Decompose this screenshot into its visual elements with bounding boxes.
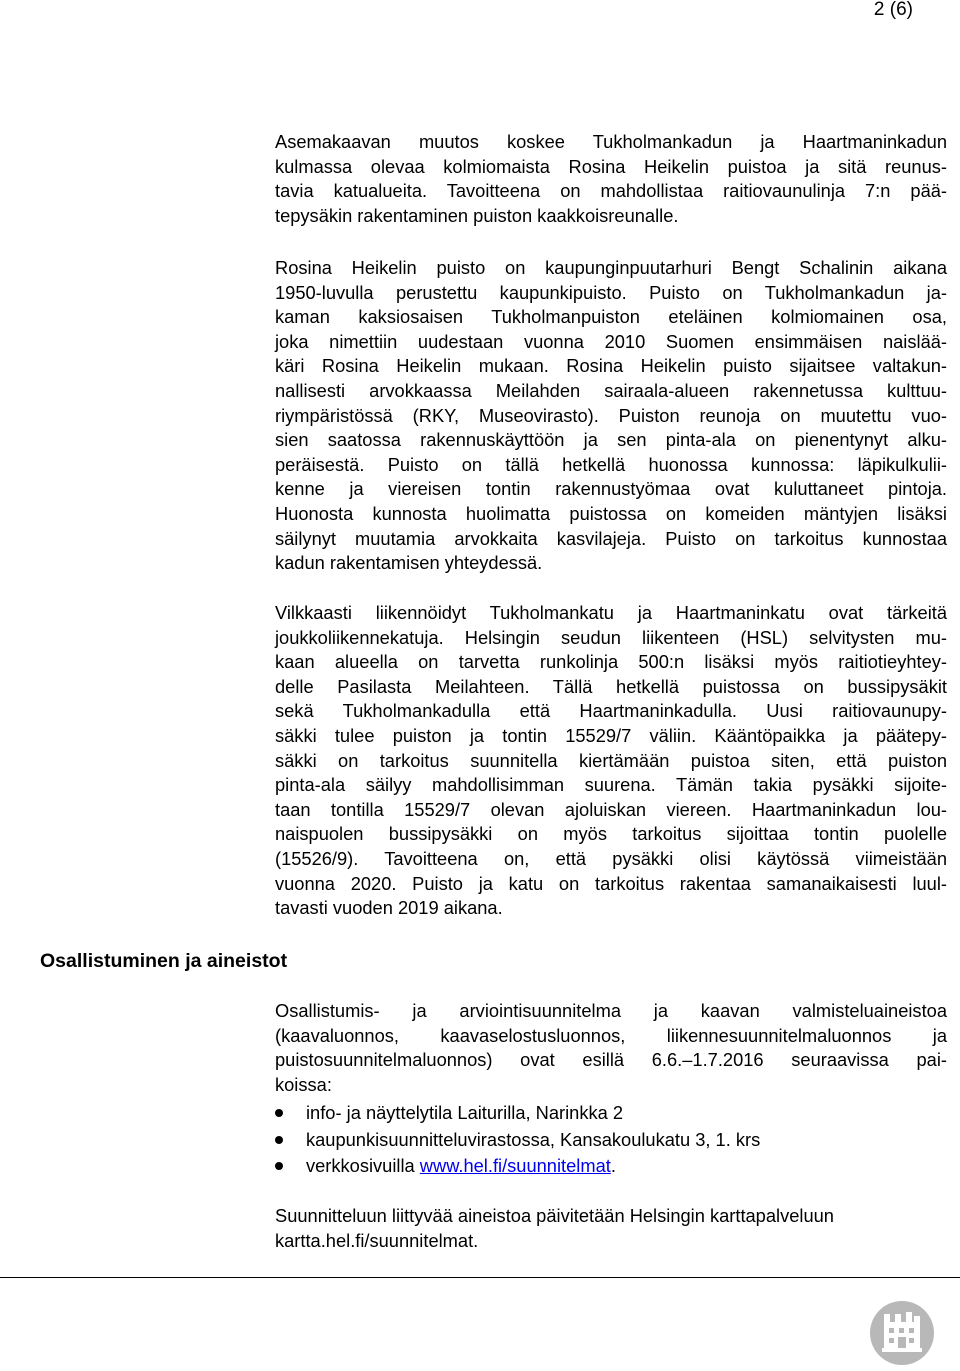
website-link[interactable]: www.hel.fi/suunnitelmat <box>419 1155 611 1176</box>
text-line: kadun rakentamisen yhteydessä. <box>275 552 543 574</box>
text-line: tavasti vuoden 2019 aikana. <box>275 897 503 919</box>
text-line: koissa: <box>275 1073 332 1095</box>
text-line: kenne ja viereisen tontin rakennustyömaa ovat kuluttaneet pintoja. <box>275 478 947 500</box>
text-line: tepysäkin rakentaminen puiston kaakkoisreunalle. <box>275 204 679 226</box>
text-line: Osallistumis- ja arviointisuunnitelma ja kaavan valmisteluaineistoa <box>275 1000 947 1021</box>
locations-list <box>275 1100 947 1180</box>
text-line: Suunnitteluun liittyvää aineistoa päivitetään Helsingin karttapalveluun <box>275 1205 834 1226</box>
text-line: delle Pasilasta Meilahteen. Tällä hetkellä puistossa on bussipysäkit <box>275 675 947 697</box>
text-line: sien saatossa rakennuskäyttöön ja sen pinta-ala on pienentynyt alku- <box>275 429 947 451</box>
text-line: käri Rosina Heikelin mukaan. Rosina Heikelin puisto sijaitsee valtakun- <box>275 355 947 377</box>
text-line: taan tontilla 15529/7 olevan ajoluiskan viereen. Haartmaninkadun lou- <box>275 798 947 820</box>
text-line: tavia katualueita. Tavoitteena on mahdollistaa raitiovaunulinja 7:n pää- <box>275 180 947 202</box>
participation-paragraph <box>275 999 947 1097</box>
list-item-text: verkkosivuilla <box>306 1155 420 1176</box>
list-item-text: info- ja näyttelytila Laiturilla, Narinkka 2 <box>306 1102 624 1123</box>
map-service-paragraph <box>275 1204 947 1253</box>
text-line: vuonna 2020. Puisto ja katu on tarkoitus rakentaa samanaikaisesti luul- <box>275 872 947 894</box>
intro-paragraph <box>275 130 947 228</box>
text-line: Huonosta kunnosta huolimatta puistossa on komeiden mäntyjen lisäksi <box>275 502 947 524</box>
text-line: nallisesti arvokkaassa Meilahden sairaala-alueen rakennetussa kulttuu- <box>275 379 947 401</box>
text-line: Asemakaavan muutos koskee Tukholmankadun ja Haartmaninkadun <box>275 131 947 152</box>
text-line: peräisestä. Puisto on tällä hetkellä huonossa kunnossa: läpikulkulii- <box>275 453 947 475</box>
bullet-icon <box>275 1162 283 1170</box>
text-line: kartta.hel.fi/suunnitelmat. <box>275 1229 479 1251</box>
bullet-icon <box>275 1109 283 1117</box>
list-item <box>275 1100 947 1127</box>
text-line: riympäristössä (RKY, Museovirasto). Puiston reunoja on muutettu vuo- <box>275 404 947 426</box>
text-line: kaan alueella on tarvetta runkolinja 500:n lisäksi myös raitiotieyhtey- <box>275 651 947 673</box>
text-line: pinta-ala säilyy mahdollisimman suurena. Tämän takia pysäkki sijoite- <box>275 774 947 796</box>
page-number: 2 (6) <box>873 0 913 20</box>
section-heading: Osallistuminen ja aineistot <box>40 950 288 972</box>
text-line: kaman kaksiosaisen Tukholmanpuiston eteläinen kolmiomainen osa, <box>275 306 947 328</box>
text-line: sekä Tukholmankadulla että Haartmaninkadulla. Uusi raitiovaunupy- <box>275 700 947 722</box>
text-line: säilynyt muutamia arvokkaita kasvilajeja. Puisto on tarkoitus kunnostaa <box>275 527 947 549</box>
park-history-paragraph <box>275 256 947 576</box>
text-line: 1950-luvulla perustettu kaupunkipuisto. Puisto on Tukholmankadun ja- <box>275 281 947 303</box>
footer-divider <box>0 1277 960 1278</box>
text-line: joukkoliikennekatuja. Helsingin seudun liikenteen (HSL) selvitysten mu- <box>275 626 947 648</box>
text-line: kulmassa olevaa kolmiomaista Rosina Heikelin puistoa ja sitä reunus- <box>275 155 947 177</box>
transit-paragraph <box>275 601 947 921</box>
text-line: Vilkkaasti liikennöidyt Tukholmankatu ja Haartmaninkatu ovat tärkeitä <box>275 602 947 623</box>
text-line: puistosuunnitelmaluonnos) ovat esillä 6.6.–1.7.2016 seuraavissa pai- <box>275 1049 947 1071</box>
text-line: säkki tulee puiston ja tontin 15529/7 väliin. Kääntöpaikka ja päätepy- <box>275 724 947 746</box>
text-line: säkki on tarkoitus suunnitella kiertämään puistoa siten, että puiston <box>275 749 947 771</box>
text-line: naispuolen bussipysäkki on myös tarkoitus sijoittaa tontin puolelle <box>275 823 947 845</box>
text-line: Rosina Heikelin puisto on kaupunginpuutarhuri Bengt Schalinin aikana <box>275 257 947 278</box>
list-item-text: . <box>610 1155 616 1176</box>
text-line: (15526/9). Tavoitteena on, että pysäkki olisi käytössä viimeistään <box>275 847 947 869</box>
list-item <box>275 1127 947 1154</box>
text-line: (kaavaluonnos, kaavaselostusluonnos, liikennesuunnitelmaluonnos ja <box>275 1024 947 1046</box>
list-item-text: kaupunkisuunnitteluvirastossa, Kansakoulukatu 3, 1. krs <box>306 1128 761 1150</box>
list-item <box>275 1153 947 1180</box>
city-crest-logo-icon <box>869 1300 935 1366</box>
text-line: joka nimettiin uudestaan vuonna 2010 Suomen ensimmäisen naislää- <box>275 330 947 352</box>
bullet-icon <box>275 1136 283 1144</box>
